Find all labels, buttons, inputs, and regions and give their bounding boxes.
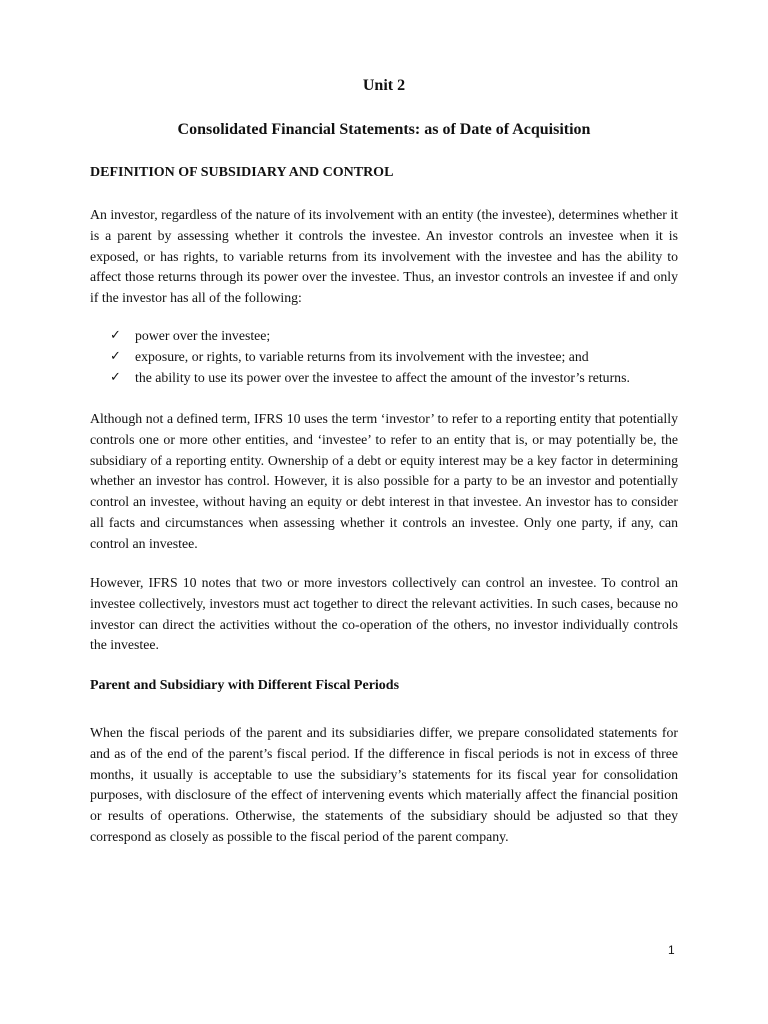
checkmark-icon: ✓ [110, 369, 121, 385]
list-item-text: power over the investee; [135, 328, 271, 343]
page-number: 1 [668, 943, 675, 957]
list-item [90, 368, 690, 389]
section-heading-fiscal-periods: Parent and Subsidiary with Different Fiscal Periods [90, 678, 400, 693]
document-title: Consolidated Financial Statements: as of Date of Acquisition [177, 121, 591, 138]
list-item-text: the ability to use its power over the investee to affect the amount of the investor’s returns. [135, 369, 630, 385]
list-item-text: exposure, or rights, to variable returns from its involvement with the investee; and [135, 348, 589, 364]
unit-title: Unit 2 [362, 77, 406, 94]
checkmark-icon: ✓ [110, 328, 121, 343]
paragraph-collective-control: However, IFRS 10 notes that two or more investors collectively can control an investee. To control an investee collectively, investors must act together to direct the relevant activities. In such cases, because no investor can direct the activities without the co-operation of the others, no investor individually controls the investee. [90, 575, 678, 653]
paragraph-investor-investee: Although not a defined term, IFRS 10 uses the term ‘investor’ to refer to a reporting entity that potentially controls one or more other entities, and ‘investee’ to refer to an entity that is, or may potentially be, the subsidiary of a reporting entity. Ownership of a debt or equity interest may be a key factor in determining whether an investor has control. However, it is also possible for a party to be an investor and potentially control an investee, without having an equity or debt interest in that investee. An investor has to consider all facts and circumstances when assessing whether it controls an investee. Only one party, if any, can control an investee. [90, 411, 678, 551]
paragraph-fiscal-periods: When the fiscal periods of the parent and its subsidiaries differ, we prepare consolidated statements for and as of the end of the parent’s fiscal period. If the difference in fiscal periods is not in excess of three months, it usually is acceptable to use the subsidiary’s statements for its fiscal year for consolidation purposes, with disclosure of the effect of intervening events which materially affect the financial position or results of operations. Otherwise, the statements of the subsidiary should be adjusted so that they correspond as closely as possible to the fiscal period of the parent company. [90, 725, 678, 844]
list-item [90, 326, 690, 347]
list-item [90, 347, 690, 368]
paragraph-control-definition: An investor, regardless of the nature of its involvement with an entity (the investee), determines whether it is a parent by assessing whether it controls the investee. An investor controls an investee when it is exposed, or has rights, to variable returns from its involvement with the investee and has the ability to affect those returns through its power over the investee. Thus, an investor controls an investee if and only if the investor has all of the following: [90, 207, 678, 306]
section-heading-definition: DEFINITION OF SUBSIDIARY AND CONTROL [90, 165, 394, 180]
control-criteria-list [90, 326, 690, 388]
checkmark-icon: ✓ [110, 348, 121, 364]
